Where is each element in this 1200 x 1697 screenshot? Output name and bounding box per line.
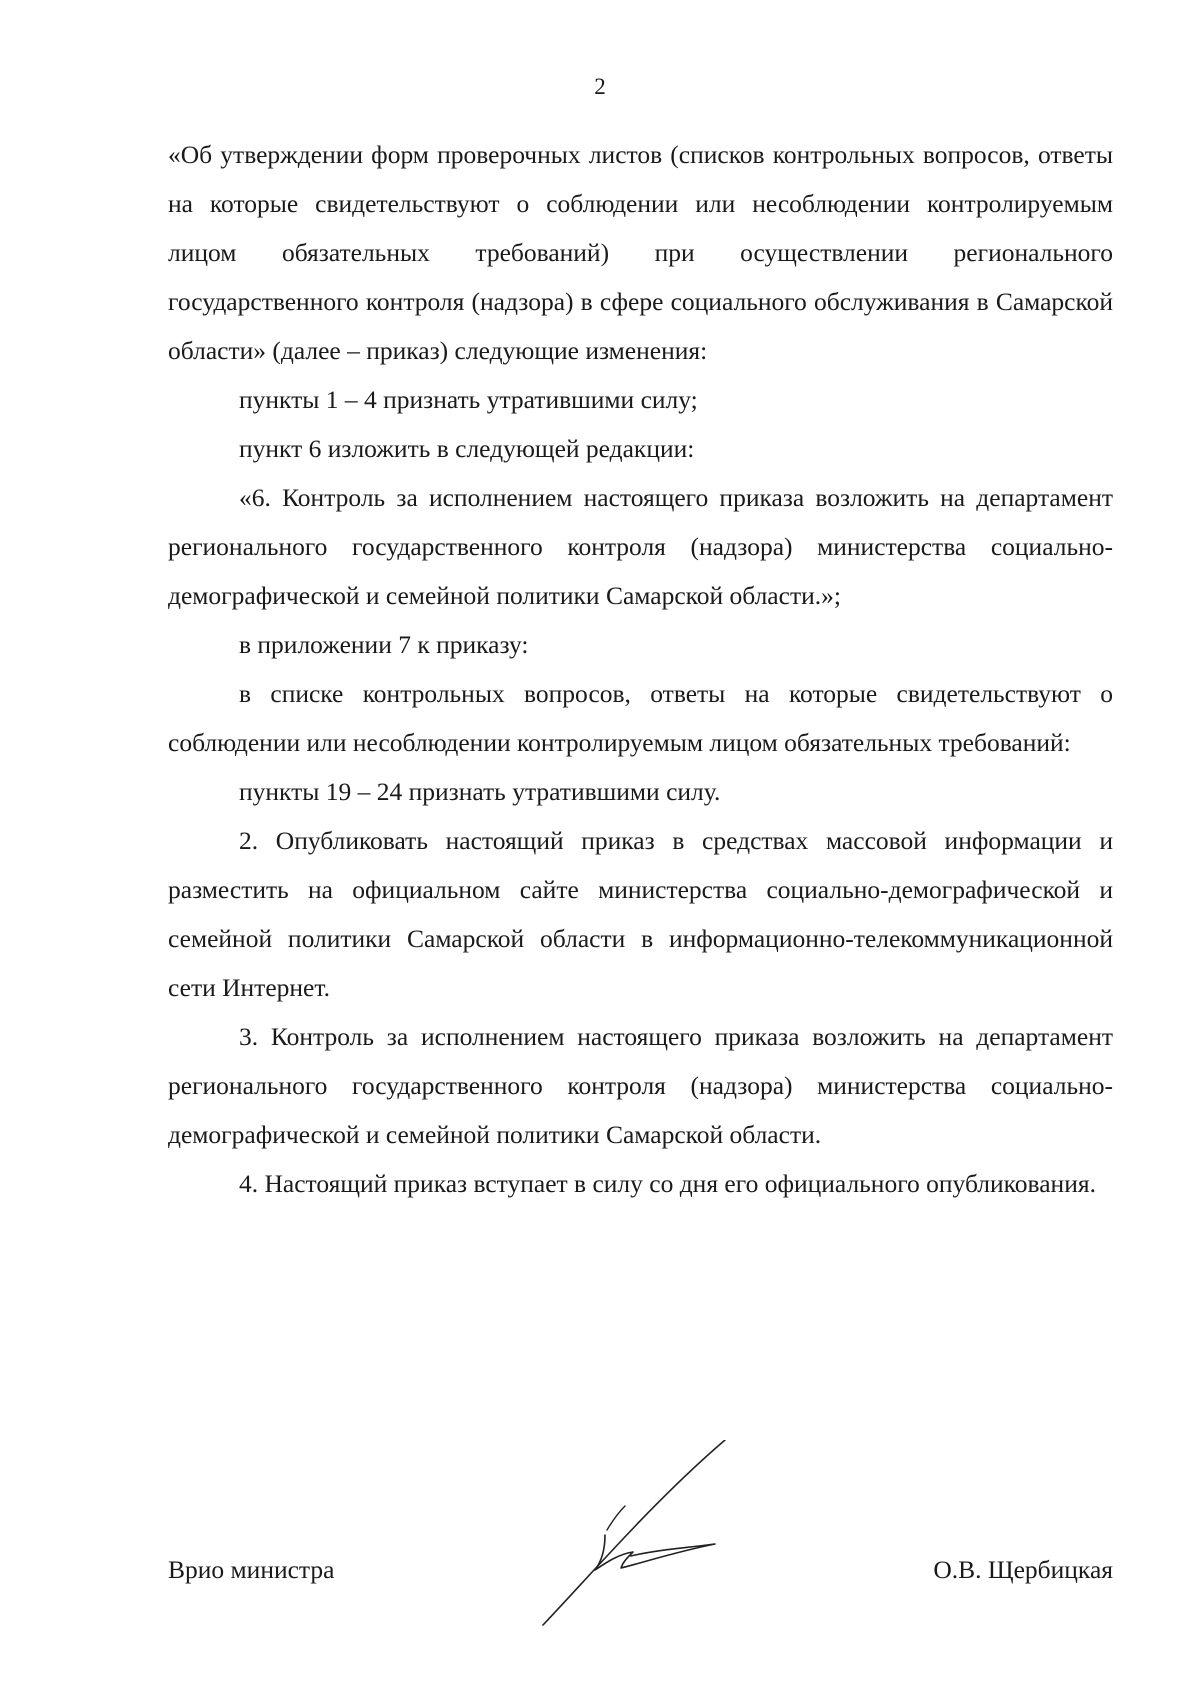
page-number: 2	[594, 74, 606, 99]
paragraph-3: пункт 6 изложить в следующей редакции:	[239, 434, 695, 463]
handwritten-signature	[535, 1440, 765, 1630]
paragraph-8: 2. Опубликовать настоящий приказ в средствах массовой информации и разместить на официальном сайте министерства социально-демографической и семейной политики Самарской области в информационно-телекоммуникационной сети Интернет.	[168, 826, 1113, 1002]
signatory-title: Врио министра	[168, 1555, 335, 1584]
paragraph-6: в списке контрольных вопросов, ответы на которые свидетельствуют о соблюдении или несоблюдении контролируемым лицом обязательных требований:	[168, 679, 1113, 757]
paragraph-9: 3. Контроль за исполнением настоящего приказа возложить на департамент регионального государственного контроля (надзора) министерства социально-демографической и семейной политики Самарской области.	[168, 1022, 1113, 1149]
paragraph-4: «6. Контроль за исполнением настоящего приказа возложить на департамент регионального государственного контроля (надзора) министерства социально-демографической и семейной политики Самарской области.»;	[168, 483, 1113, 610]
signatory-name: О.В. Щербицкая	[933, 1555, 1113, 1584]
document-body	[168, 130, 1113, 1208]
paragraph-5: в приложении 7 к приказу:	[239, 630, 529, 659]
paragraph-1: «Об утверждении форм проверочных листов (списков контрольных вопросов, ответы на которые свидетельствуют о соблюдении или несоблюдении контролируемым лицом обязательных требований) при осуществлении регионального государственного контроля (надзора) в сфере социального обслуживания в Самарской области» (далее – приказ) следующие изменения:	[168, 140, 1113, 365]
paragraph-7: пункты 19 – 24 признать утратившими силу.	[239, 777, 721, 806]
paragraph-2: пункты 1 – 4 признать утратившими силу;	[239, 385, 698, 414]
paragraph-10: 4. Настоящий приказ вступает в силу со дня его официального опубликования.	[239, 1169, 1096, 1198]
